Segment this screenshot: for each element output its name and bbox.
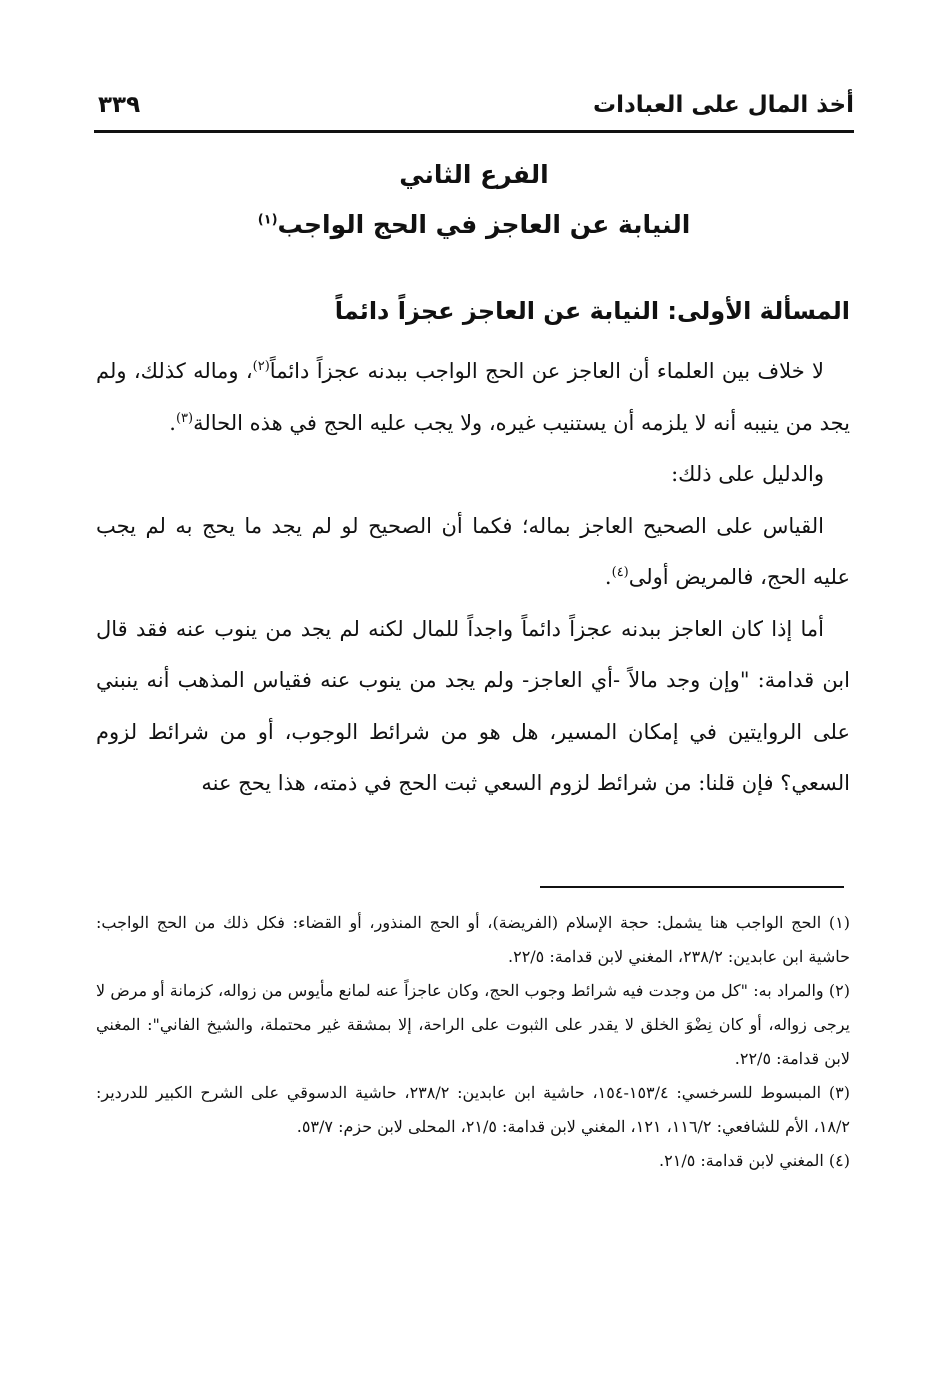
footnote-text: الحج الواجب هنا يشمل: حجة الإسلام (الفريضة)، أو الحج المنذور، أو القضاء: فكل ذلك من الحج الواجب: حاشية ابن عابدين: ٢٣٨/٢، المغني لابن قدامة: ٢٢/٥.	[96, 913, 850, 966]
page-number: ٣٣٩	[98, 92, 141, 118]
body-text	[96, 346, 850, 810]
section-subtitle-text: النيابة عن العاجز في الحج الواجب	[277, 210, 691, 239]
footnote-ref: (٣)	[175, 410, 194, 426]
paragraph-text: ، وماله كذلك، ولم يجد من ينيبه أنه لا يلزمه أن يستنيب غيره، ولا يجب عليه الحج في هذه الحالة	[96, 359, 850, 435]
paragraph-text: .	[604, 565, 612, 589]
footnote-number: (١)	[828, 913, 850, 932]
footnote-item	[96, 1076, 850, 1144]
header-rule	[94, 130, 854, 133]
paragraph-text: .	[169, 410, 176, 435]
section-title: الفرع الثاني	[399, 160, 549, 189]
paragraph-text: لا خلاف بين العلماء أن العاجز عن الحج الواجب ببدنه عجزاً دائماً	[269, 359, 824, 383]
footnote-number: (٢)	[828, 981, 850, 1000]
footnote-number: (٣)	[828, 1083, 851, 1102]
footnote-text: المبسوط للسرخسي: ١٥٣/٤-١٥٤، حاشية ابن عابدين: ٢٣٨/٢، حاشية الدسوقي على الشرح الكبير للدردير: ١٨/٢، الأم للشافعي: ١١٦/٢، ١٢١، المغني لابن قدامة: ٢١/٥، المحلى لابن حزم: ٥٣/٧.	[96, 1083, 850, 1136]
issue-heading: المسألة الأولى: النيابة عن العاجز عجزاً دائماً	[334, 297, 850, 325]
paragraph	[96, 501, 850, 604]
footnote-item	[96, 974, 850, 1076]
footnote-ref: (٢)	[252, 359, 270, 374]
running-title: أخذ المال على العبادات	[593, 92, 854, 118]
footnote-separator	[540, 886, 844, 888]
footnote-ref: (٤)	[611, 565, 629, 580]
footnote-item	[96, 906, 850, 974]
footnote-text: المغني لابن قدامة: ٢١/٥.	[659, 1151, 824, 1170]
paragraph-text: أما إذا كان العاجز ببدنه عجزاً دائماً واجداً للمال لكنه لم يجد من ينوب عنه فقد قال ابن قدامة: "وإن وجد مالاً -أي العاجز- ولم يجد من ينوب عنه فقياس المذهب أنه ينبني على الروايتين في إمكان المسير، هل هو من شرائط الوجوب، أو من شرائط لزوم السعي؟ فإن قلنا: من شرائط لزوم السعي ثبت الحج في ذمته، هذا يحج عنه	[96, 616, 850, 795]
footnote-number: (٤)	[828, 1151, 850, 1170]
paragraph	[96, 346, 850, 449]
footnote-text: والمراد به: "كل من وجدت فيه شرائط وجوب الحج، وكان عاجزاً عنه لمانع مأيوس من زواله، كزمانة أو مرض لا يرجى زواله، أو كان نِضْوَ الخلق لا يقدر على الثبوت على الراحة، إلا بمشقة غير محتملة، والشيخ الفاني": المغني لابن قدامة: ٢٢/٥.	[96, 981, 850, 1068]
paragraph	[96, 604, 850, 810]
footnote-ref: (١)	[257, 212, 278, 228]
footnote-item	[96, 1144, 850, 1178]
footnotes	[96, 906, 850, 1178]
paragraph-text: والدليل على ذلك:	[671, 462, 824, 486]
paragraph	[96, 449, 850, 501]
section-subtitle	[94, 210, 854, 239]
paragraph-text: القياس على الصحيح العاجز بماله؛ فكما أن الصحيح لو لم يجد ما يحج به لم يجب عليه الحج، فالمريض أولى	[96, 513, 850, 589]
